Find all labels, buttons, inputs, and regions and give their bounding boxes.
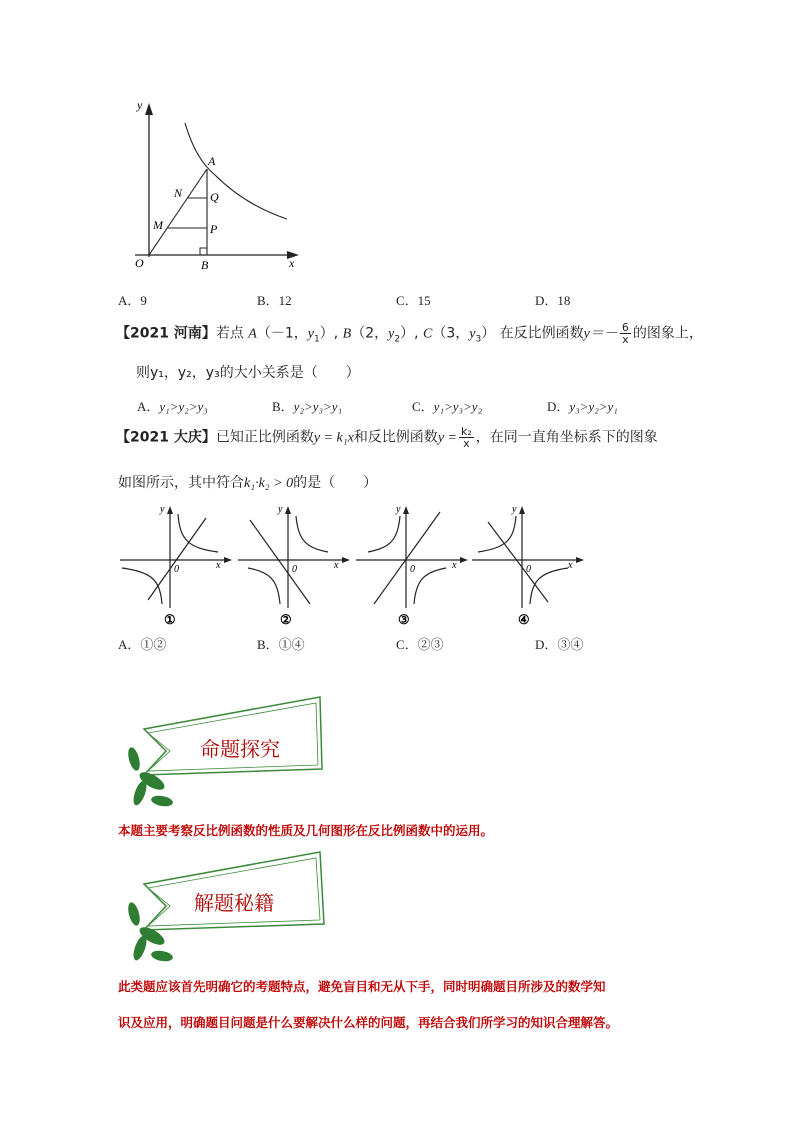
q2-option-c: C．y₁>y₃>y₂ [412, 399, 483, 414]
q3-source: 【2021 大庆】 [116, 429, 216, 446]
svg-text:x: x [568, 560, 573, 571]
graph-2-number: ② [280, 612, 292, 627]
q2-option-d: D．y₃>y₂>y₁ [547, 399, 618, 414]
graph-4-number: ④ [518, 612, 530, 627]
q1-option-b: B．12 [257, 293, 292, 308]
svg-text:x: x [334, 560, 339, 571]
q1-option-c: C．15 [396, 293, 431, 308]
q3-option-a: A．①② [118, 637, 167, 652]
svg-text:y: y [512, 504, 517, 515]
label-O: O [135, 256, 144, 270]
label-B: B [201, 258, 209, 272]
svg-text:0: 0 [174, 564, 179, 575]
graph-1-number: ① [164, 612, 176, 627]
graph-3-number: ③ [398, 612, 410, 627]
label-x: x [289, 256, 295, 270]
graph-1 [118, 500, 238, 628]
q2-source: 【2021 河南】 [116, 325, 216, 342]
q3-option-d: D．③④ [535, 637, 584, 652]
section-body-2-line2: 识及应用，明确题目问题是什么要解决什么样的问题，再结合我们所学习的知识合理解答。 [118, 1015, 619, 1030]
section-body-2-line1: 此类题应该首先明确它的考题特点，避免盲目和无从下手，同时明确题目所涉及的数学知 [118, 979, 606, 994]
q2-option-b: B．y₂>y₃>y₁ [272, 399, 343, 414]
q3-option-c: C．②③ [396, 637, 444, 652]
geometry-figure [115, 95, 315, 275]
graph-2 [236, 500, 356, 628]
svg-text:y: y [396, 504, 401, 515]
q2-option-a: A．y₁>y₂>y₃ [137, 399, 208, 414]
svg-text:y: y [160, 504, 165, 515]
svg-text:y: y [278, 504, 283, 515]
graph-3 [354, 500, 474, 628]
graph-4 [470, 500, 590, 628]
label-P: P [210, 222, 218, 236]
svg-text:0: 0 [526, 564, 531, 575]
svg-text:0: 0 [292, 564, 297, 575]
section-title-1: 命题探究 [200, 737, 280, 761]
label-N: N [174, 186, 183, 200]
q3-option-b: B．①④ [257, 637, 305, 652]
label-M: M [153, 218, 163, 232]
svg-text:x: x [452, 560, 457, 571]
q1-option-d: D．18 [535, 293, 571, 308]
label-Q: Q [210, 190, 219, 204]
svg-text:x: x [216, 560, 221, 571]
q3-line2: 如图所示，其中符合k₁·k₂ > 0的是（ ） [118, 475, 378, 491]
q1-option-a: A．9 [118, 293, 147, 308]
section-title-2: 解题秘籍 [194, 891, 274, 915]
label-A: A [208, 154, 216, 168]
section-body-1: 本题主要考察反比例函数的性质及几何图形在反比例函数中的运用。 [118, 823, 494, 838]
q3-line1: 【2021 大庆】已知正比例函数y = k₁x和反比例函数y = $\frac{\text{k₂}}{x}$ ，在同一直角坐标系下的图象 [116, 425, 658, 450]
q2-line2: 则y₁，y₂，y₃的大小关系是（ ） [136, 365, 360, 381]
svg-text:0: 0 [410, 564, 415, 575]
q2-line1: 【2021 河南】若点 A（－1，$y_1$）, B（2，$y_2$）, C（3，$y_3$） 在反比例函数y＝－ $\frac{6}{x}$ 的图象上， [116, 321, 703, 346]
label-y: y [137, 98, 143, 112]
